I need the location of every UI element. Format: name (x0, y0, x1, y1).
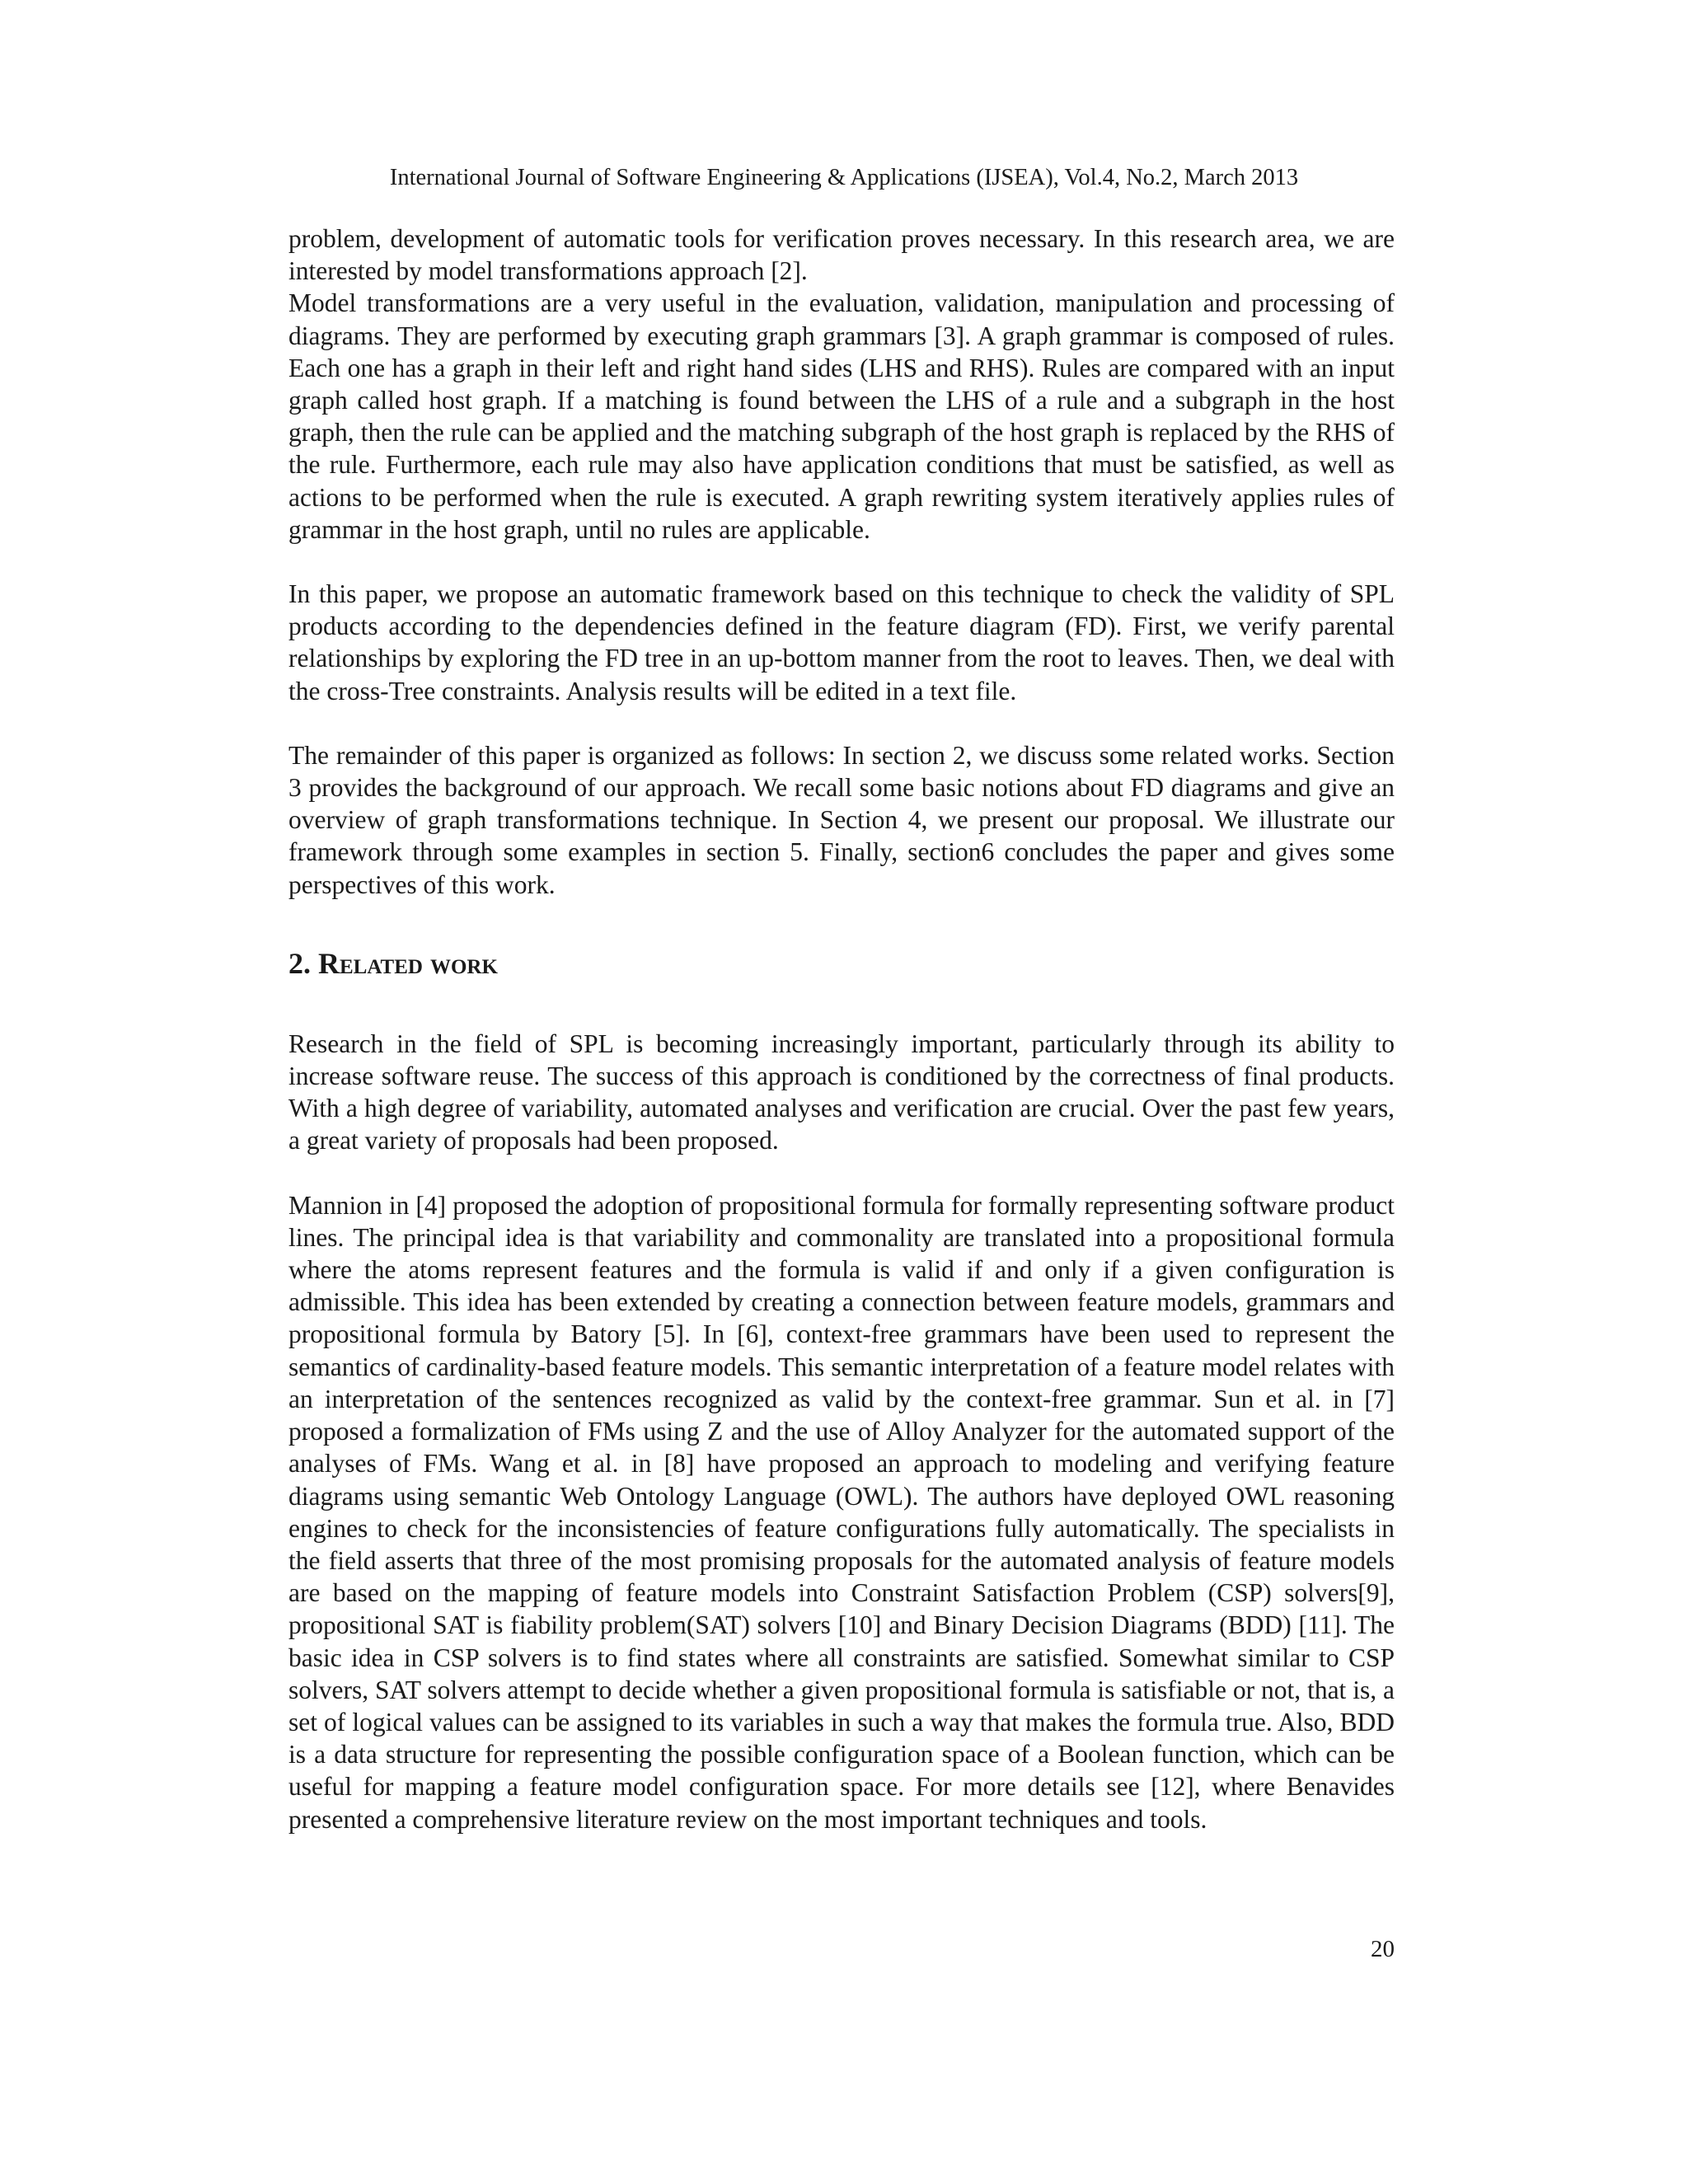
paragraph-paper-organization: The remainder of this paper is organized as follows: In section 2, we discuss some related works. Section 3 provides the background of our approach. We recall some basic notions about FD diagrams and give an overview of graph transformations technique. In Section 4, we present our proposal. We illustrate our framework through some examples in section 5. Finally, section6 concludes the paper and gives some perspectives of this work. (288, 740, 1395, 899)
section-number: 2. (288, 946, 318, 980)
paragraph-proposal: In this paper, we propose an automatic framework based on this technique to check the validity of SPL products according to the dependencies defined in the feature diagram (FD). First, we verify parental relationships by exploring the FD tree in an up-bottom manner from the root to leaves. Then, we deal with the cross-Tree constraints. Analysis results will be edited in a text file. (288, 579, 1395, 705)
section-heading-related-work (288, 945, 1395, 982)
page-number: 20 (1371, 1936, 1395, 1962)
running-header: International Journal of Software Engineering & Applications (IJSEA), Vol.4, No.2, March 2013 (389, 165, 1299, 190)
paragraph-related-proposals: Mannion in [4] proposed the adoption of propositional formula for formally representing software product lines. The principal idea is that variability and commonality are translated into a propositional formula where the atoms represent features and the formula is valid if and only if a given configuration is admissible. This idea has been extended by creating a connection between feature models, grammars and propositional formula by Batory [5]. In [6], context-free grammars have been used to represent the semantics of cardinality-based feature models. This semantic interpretation of a feature model relates with an interpretation of the sentences recognized as valid by the context-free grammar. Sun et al. in [7] proposed a formalization of FMs using Z and the use of Alloy Analyzer for the automated support of the analyses of FMs. Wang et al. in [8] have proposed an approach to modeling and verifying feature diagrams using semantic Web Ontology Language (OWL). The authors have deployed OWL reasoning engines to check for the inconsistencies of feature configurations fully automatically. The specialists in the field asserts that three of the most promising proposals for the automated analysis of feature models are based on the mapping of feature models into Constraint Satisfaction Problem (CSP) solvers[9], propositional SAT is fiability problem(SAT) solvers [10] and Binary Decision Diagrams (BDD) [11]. The basic idea in CSP solvers is to find states where all constraints are satisfied. Somewhat similar to CSP solvers, SAT solvers attempt to decide whether a given propositional formula is satisfiable or not, that is, a set of logical values can be assigned to its variables in such a way that makes the formula true. Also, BDD is a data structure for representing the possible configuration space of a Boolean function, which can be useful for mapping a feature model configuration space. For more details see [12], where Benavides presented a comprehensive literature review on the most important techniques and tools. (288, 1190, 1395, 1834)
paragraph-model-transformations: Model transformations are a very useful in the evaluation, validation, manipulation and processing of diagrams. They are performed by executing graph grammars [3]. A graph grammar is composed of rules. Each one has a graph in their left and right hand sides (LHS and RHS). Rules are compared with an input graph called host graph. If a matching is found between the LHS of a rule and a subgraph in the host graph, then the rule can be applied and the matching subgraph of the host graph is replaced by the RHS of the rule. Furthermore, each rule may also have application conditions that must be satisfied, as well as actions to be performed when the rule is executed. A graph rewriting system iteratively applies rules of grammar in the host graph, until no rules are applicable. (288, 288, 1395, 544)
paragraph-related-intro: Research in the field of SPL is becoming increasingly important, particularly through its ability to increase software reuse. The success of this approach is conditioned by the correctness of final products. With a high degree of variability, automated analyses and verification are crucial. Over the past few years, a great variety of proposals had been proposed. (288, 1029, 1395, 1155)
section-title: Related work (318, 946, 498, 980)
paragraph-intro-continuation: problem, development of automatic tools for verification proves necessary. In this research area, we are interested by model transformations approach [2]. (288, 224, 1395, 286)
page-body (288, 223, 1395, 1835)
